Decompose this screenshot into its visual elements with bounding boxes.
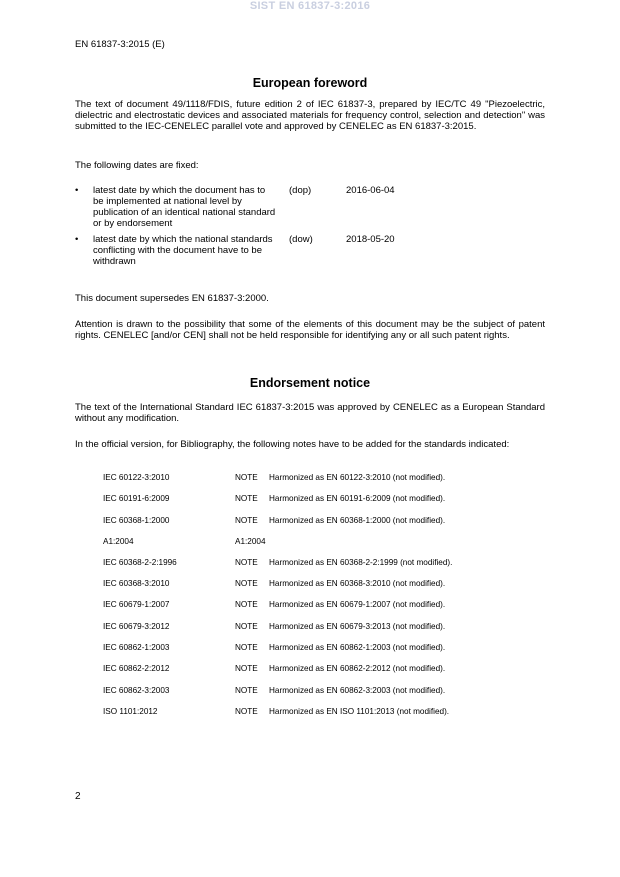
note-label: NOTE bbox=[235, 664, 258, 673]
note-label: NOTE bbox=[235, 558, 258, 567]
harmonized-text: Harmonized as EN 60862-3:2003 (not modified). bbox=[269, 686, 446, 695]
note-label: NOTE bbox=[235, 473, 258, 482]
note-label: NOTE bbox=[235, 707, 258, 716]
standard-ref: IEC 60862-1:2003 bbox=[103, 643, 170, 652]
harmonized-text: Harmonized as EN 60679-1:2007 (not modified). bbox=[269, 600, 446, 609]
date-item-abbr: (dop) bbox=[289, 185, 312, 196]
harmonized-text: Harmonized as EN 60368-1:2000 (not modified). bbox=[269, 516, 446, 525]
endorsement-heading: Endorsement notice bbox=[249, 376, 371, 390]
page-number: 2 bbox=[75, 791, 81, 802]
bullet-dot: • bbox=[75, 185, 79, 196]
patent-attention-paragraph: Attention is drawn to the possibility that some of the elements of this document may be the subject of patent rights. CENELEC [and/or CEN] shall not be held responsible for identifying any or all such patent rights. bbox=[75, 319, 545, 341]
standard-ref: IEC 60862-2:2012 bbox=[103, 664, 170, 673]
date-item-abbr: (dow) bbox=[289, 234, 313, 245]
note-label: NOTE bbox=[235, 686, 258, 695]
harmonized-text: Harmonized as EN 60368-3:2010 (not modified). bbox=[269, 579, 446, 588]
bullet-dot: • bbox=[75, 234, 79, 245]
standard-ref: IEC 60679-3:2012 bbox=[103, 622, 170, 631]
harmonized-text: Harmonized as EN 60368-2-2:1999 (not modified). bbox=[269, 558, 453, 567]
standard-ref: IEC 60862-3:2003 bbox=[103, 686, 170, 695]
note-label: NOTE bbox=[235, 579, 258, 588]
watermark: SIST EN 61837-3:2016 bbox=[249, 0, 371, 12]
harmonized-text: Harmonized as EN 60191-6:2009 (not modified). bbox=[269, 494, 446, 503]
harmonized-text: Harmonized as EN 60862-2:2012 (not modified). bbox=[269, 664, 446, 673]
note-label: NOTE bbox=[235, 494, 258, 503]
dates-intro: The following dates are fixed: bbox=[75, 160, 199, 171]
harmonized-text: Harmonized as EN ISO 1101:2013 (not modified). bbox=[269, 707, 450, 716]
bibliography-intro: In the official version, for Bibliography, the following notes have to be added for the standards indicated: bbox=[75, 439, 510, 450]
harmonized-text: Harmonized as EN 60862-1:2003 (not modified). bbox=[269, 643, 446, 652]
standard-ref: IEC 60368-2-2:1996 bbox=[103, 558, 177, 567]
standard-ref: IEC 60122-3:2010 bbox=[103, 473, 170, 482]
date-item-text: latest date by which the national standards conflicting with the document have to be withdrawn bbox=[93, 234, 273, 267]
note-label: NOTE bbox=[235, 622, 258, 631]
note-label: NOTE bbox=[235, 643, 258, 652]
harmonized-text: Harmonized as EN 60679-3:2013 (not modified). bbox=[269, 622, 446, 631]
note-label: NOTE bbox=[235, 516, 258, 525]
document-reference: EN 61837-3:2015 (E) bbox=[75, 39, 165, 50]
harmonized-text: Harmonized as EN 60122-3:2010 (not modified). bbox=[269, 473, 446, 482]
date-item-date: 2016-06-04 bbox=[346, 185, 395, 196]
note-label: NOTE bbox=[235, 600, 258, 609]
date-item-dow bbox=[75, 234, 545, 270]
date-item-date: 2018-05-20 bbox=[346, 234, 395, 245]
date-item-dop bbox=[75, 185, 545, 233]
note-label: A1:2004 bbox=[235, 537, 266, 546]
standard-ref: A1:2004 bbox=[103, 537, 134, 546]
standard-ref: IEC 60679-1:2007 bbox=[103, 600, 170, 609]
standard-ref: IEC 60368-3:2010 bbox=[103, 579, 170, 588]
standard-ref: ISO 1101:2012 bbox=[103, 707, 158, 716]
foreword-heading: European foreword bbox=[252, 76, 368, 90]
foreword-intro-paragraph: The text of document 49/1118/FDIS, future edition 2 of IEC 61837-3, prepared by IEC/TC 49 "Piezoelectric, dielectric and electrostatic devices and associated materials for frequency control, selection and detection" was submitted to the IEC-CENELEC parallel vote and approved by CENELEC as EN 61837-3:2015. bbox=[75, 99, 545, 132]
endorsement-text: The text of the International Standard IEC 61837-3:2015 was approved by CENELEC as a European Standard without any modification. bbox=[75, 402, 545, 424]
standard-ref: IEC 60368-1:2000 bbox=[103, 516, 170, 525]
standard-ref: IEC 60191-6:2009 bbox=[103, 494, 170, 503]
supersedes-paragraph: This document supersedes EN 61837-3:2000. bbox=[75, 293, 269, 304]
date-item-text: latest date by which the document has to be implemented at national level by publication of an identical national standard or by endorsement bbox=[93, 185, 276, 229]
